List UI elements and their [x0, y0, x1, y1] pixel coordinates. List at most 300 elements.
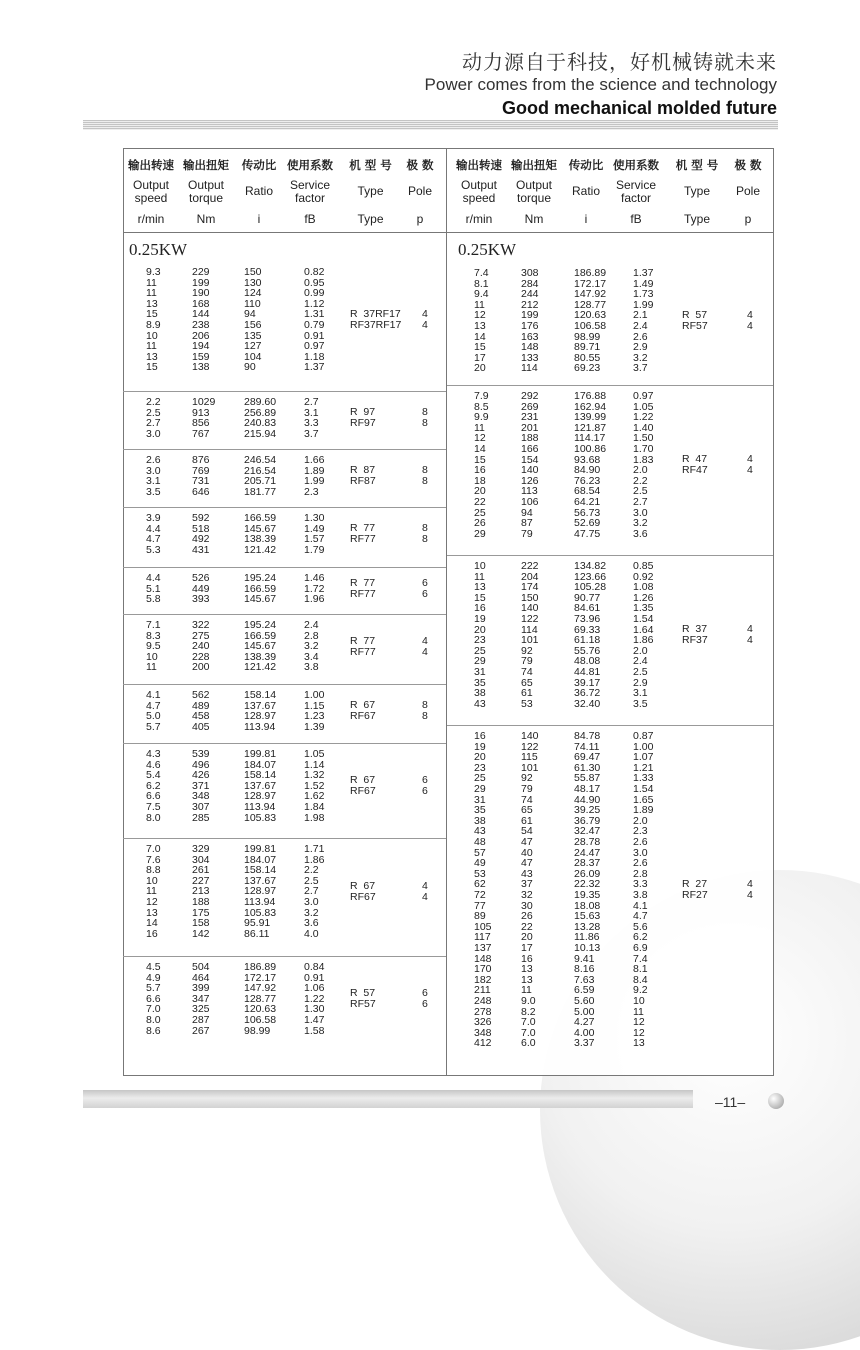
- cell-pole: 4: [422, 879, 428, 892]
- cell-ratio: 162.94: [574, 400, 607, 413]
- cell-speed: 15: [474, 341, 486, 354]
- cell-type: R 57: [682, 309, 708, 321]
- cell-torque: 190: [192, 287, 210, 300]
- cell-speed: 7.5: [146, 801, 161, 813]
- group-rule: [123, 838, 446, 839]
- group-rule: [447, 385, 773, 386]
- cell-ratio: 19.35: [574, 889, 601, 901]
- cell-torque: 32: [521, 889, 533, 901]
- cell-speed: 11: [146, 340, 157, 353]
- col-header-sf-cn: 使用系数: [613, 158, 659, 172]
- cell-speed: 26: [474, 517, 486, 530]
- cell-speed: 9.4: [474, 288, 489, 301]
- cell-type: R 57: [350, 987, 376, 1000]
- cell-speed: 10: [474, 560, 486, 572]
- col-header-type-en: Type: [683, 184, 710, 198]
- cell-torque: 222: [521, 560, 539, 572]
- cell-sf: 3.2: [304, 906, 319, 919]
- cell-sf: 0.84: [304, 961, 325, 973]
- cell-type: R 67: [350, 699, 376, 712]
- cell-ratio: 80.55: [574, 351, 601, 364]
- cell-type: RF57: [682, 320, 708, 332]
- cell-speed: 20: [474, 751, 486, 764]
- cell-torque: 61: [521, 687, 533, 700]
- cell-torque: 163: [521, 330, 539, 343]
- cell-sf: 1.52: [304, 779, 325, 792]
- cell-ratio: 181.77: [244, 485, 277, 498]
- cell-type: RF87: [350, 475, 376, 488]
- cell-ratio: 26.09: [574, 867, 601, 880]
- cell-ratio: 36.79: [574, 814, 601, 827]
- cell-speed: 20: [474, 362, 486, 375]
- cell-torque: 769: [192, 464, 210, 477]
- cell-speed: 11: [474, 298, 485, 311]
- cell-torque: 142: [192, 927, 210, 940]
- cell-speed: 8.5: [474, 400, 489, 413]
- cell-torque: 6.0: [521, 1037, 536, 1050]
- col-header-speed-unit: r/min: [465, 212, 493, 226]
- cell-speed: 23: [474, 761, 486, 774]
- cell-torque: 347: [192, 992, 210, 1005]
- cell-sf: 1.86: [633, 634, 654, 647]
- cell-pole: 4: [747, 309, 753, 321]
- cell-sf: 9.2: [633, 984, 648, 997]
- cell-speed: 4.7: [146, 533, 161, 546]
- cell-ratio: 90.77: [574, 591, 601, 604]
- cell-ratio: 120.63: [244, 1003, 277, 1016]
- cell-ratio: 110: [244, 297, 261, 310]
- cell-sf: 1.79: [304, 543, 325, 556]
- cell-sf: 1.37: [633, 267, 654, 279]
- cell-sf: 2.8: [304, 629, 319, 642]
- cell-ratio: 15.63: [574, 910, 601, 923]
- cell-ratio: 128.77: [574, 298, 607, 311]
- cell-torque: 9.0: [521, 995, 536, 1007]
- cell-speed: 31: [474, 666, 486, 678]
- section-title-right: 0.25KW: [458, 240, 517, 259]
- cell-type: RF27: [682, 889, 708, 901]
- cell-sf: 2.6: [633, 330, 648, 343]
- header-english-tagline: Good mechanical molded future: [501, 98, 777, 118]
- cell-type: R 77: [350, 576, 376, 589]
- cell-ratio: 5.60: [574, 995, 595, 1007]
- cell-ratio: 44.81: [574, 666, 601, 678]
- cell-pole: 4: [747, 453, 753, 466]
- cell-speed: 2.5: [146, 406, 161, 419]
- col-header-ratio-unit: i: [257, 212, 261, 226]
- cell-sf: 6.9: [633, 942, 648, 954]
- cell-ratio: 8.16: [574, 963, 595, 976]
- cell-torque: 133: [521, 351, 539, 364]
- cell-ratio: 195.24: [244, 572, 277, 584]
- cell-ratio: 205.71: [244, 475, 277, 488]
- cell-type: RF47: [682, 464, 708, 477]
- cell-pole: 4: [747, 889, 753, 901]
- cell-ratio: 36.72: [574, 687, 601, 700]
- cell-sf: 8.4: [633, 973, 648, 986]
- cell-sf: 2.7: [633, 496, 648, 508]
- cell-ratio: 139.99: [574, 411, 607, 424]
- cell-sf: 1.49: [633, 277, 654, 290]
- cell-ratio: 289.60: [244, 396, 277, 408]
- cell-sf: 2.4: [633, 320, 648, 332]
- cell-ratio: 86.11: [244, 927, 270, 940]
- cell-torque: 348: [192, 790, 210, 803]
- cell-sf: 3.7: [633, 362, 648, 375]
- cell-type: RF37RF17: [350, 319, 402, 331]
- cell-torque: 856: [192, 417, 210, 430]
- section-title-left: 0.25KW: [129, 240, 188, 259]
- cell-speed: 5.4: [146, 769, 161, 782]
- cell-sf: 1.23: [304, 710, 325, 723]
- cell-sf: 1.46: [304, 572, 325, 584]
- cell-sf: 1.58: [304, 1024, 325, 1037]
- cell-ratio: 145.67: [244, 640, 277, 653]
- cell-torque: 201: [521, 421, 539, 434]
- cell-sf: 12: [633, 1026, 645, 1039]
- cell-ratio: 48.17: [574, 783, 601, 795]
- cell-ratio: 147.92: [244, 982, 277, 995]
- cell-sf: 4.0: [304, 927, 319, 940]
- cell-torque: 138: [192, 361, 210, 374]
- cell-speed: 9.3: [146, 266, 161, 278]
- group-rule: [447, 725, 773, 726]
- cell-speed: 8.0: [146, 1014, 161, 1026]
- cell-ratio: 9.41: [574, 952, 595, 965]
- cell-speed: 15: [474, 453, 486, 466]
- cell-speed: 19: [474, 740, 486, 753]
- cell-speed: 7.6: [146, 853, 161, 866]
- cell-ratio: 32.40: [574, 697, 601, 710]
- col-header-speed-cn: 输出转速: [128, 158, 174, 172]
- cell-torque: 194: [192, 340, 210, 353]
- cell-torque: 325: [192, 1003, 210, 1016]
- cell-speed: 25: [474, 506, 486, 519]
- cell-torque: 92: [521, 644, 533, 657]
- cell-sf: 0.97: [633, 390, 654, 402]
- cell-sf: 3.0: [633, 506, 648, 519]
- cell-type: R 67: [350, 879, 376, 892]
- cell-sf: 2.3: [633, 825, 648, 838]
- cell-sf: 1.65: [633, 793, 654, 806]
- cell-type: RF67: [350, 785, 376, 798]
- cell-speed: 3.0: [146, 427, 161, 440]
- cell-speed: 278: [474, 1005, 492, 1018]
- cell-speed: 11: [146, 276, 157, 289]
- group-rule: [123, 743, 446, 744]
- cell-ratio: 199.81: [244, 843, 277, 855]
- cell-torque: 43: [521, 867, 533, 880]
- cell-ratio: 28.37: [574, 857, 601, 870]
- cell-speed: 15: [146, 361, 158, 374]
- cell-sf: 3.1: [304, 406, 319, 419]
- cell-torque: 47: [521, 857, 533, 870]
- cell-speed: 77: [474, 899, 486, 912]
- cell-pole: 4: [747, 623, 753, 636]
- cell-ratio: 138.39: [244, 650, 277, 663]
- cell-speed: 14: [146, 917, 158, 930]
- cell-torque: 140: [521, 464, 539, 477]
- cell-torque: 7.0: [521, 1016, 536, 1029]
- cell-torque: 275: [192, 629, 210, 642]
- cell-ratio: 7.63: [574, 973, 595, 986]
- cell-sf: 1.89: [304, 464, 325, 477]
- cell-sf: 2.5: [633, 666, 648, 678]
- cell-type: R 77: [350, 634, 376, 647]
- cell-torque: 114: [521, 623, 538, 636]
- cell-speed: 13: [146, 906, 158, 919]
- cell-sf: 0.95: [304, 276, 325, 289]
- col-header-sf-unit: fB: [304, 212, 316, 226]
- cell-ratio: 90: [244, 361, 256, 374]
- cell-torque: 592: [192, 512, 210, 524]
- cell-ratio: 130: [244, 276, 262, 289]
- cell-pole: 8: [422, 417, 428, 430]
- cell-speed: 14: [474, 443, 486, 455]
- cell-torque: 646: [192, 485, 210, 498]
- cell-torque: 231: [521, 411, 539, 424]
- cell-sf: 1.54: [633, 613, 654, 625]
- cell-torque: 269: [521, 400, 539, 413]
- cell-torque: 285: [192, 811, 210, 824]
- cell-sf: 7.4: [633, 952, 648, 965]
- cell-ratio: 61.30: [574, 761, 601, 774]
- cell-ratio: 89.71: [574, 341, 601, 354]
- cell-torque: 329: [192, 843, 210, 855]
- cell-ratio: 113.94: [244, 720, 276, 733]
- cell-ratio: 55.87: [574, 772, 601, 785]
- cell-sf: 2.7: [304, 396, 319, 408]
- cell-type: RF67: [350, 710, 376, 723]
- cell-speed: 326: [474, 1016, 492, 1029]
- cell-ratio: 166.59: [244, 512, 277, 524]
- cell-torque: 731: [192, 475, 210, 488]
- cell-ratio: 106.58: [574, 320, 607, 332]
- cell-sf: 1.57: [304, 533, 325, 546]
- cell-ratio: 105.28: [574, 581, 607, 594]
- cell-ratio: 128.77: [244, 992, 277, 1005]
- cell-torque: 767: [192, 427, 210, 440]
- cell-pole: 4: [422, 634, 428, 647]
- cell-speed: 89: [474, 910, 486, 923]
- table-center-divider: [446, 148, 447, 1075]
- col-header-speed-cn: 输出转速: [456, 158, 502, 172]
- cell-torque: 539: [192, 748, 210, 760]
- cell-type: RF37: [682, 634, 708, 647]
- cell-speed: 12: [474, 309, 486, 322]
- cell-pole: 8: [422, 406, 428, 419]
- cell-sf: 2.2: [304, 864, 319, 877]
- cell-sf: 3.2: [633, 517, 648, 530]
- cell-speed: 22: [474, 496, 486, 508]
- cell-ratio: 172.17: [244, 971, 277, 984]
- cell-speed: 48: [474, 836, 486, 848]
- cell-ratio: 44.90: [574, 793, 601, 806]
- cell-ratio: 156: [244, 319, 262, 331]
- cell-torque: 79: [521, 655, 533, 668]
- cell-torque: 150: [521, 591, 539, 604]
- cell-ratio: 166.59: [244, 582, 277, 595]
- cell-sf: 3.3: [633, 878, 648, 891]
- cell-speed: 4.4: [146, 572, 161, 584]
- col-header-pole-en: Pole: [735, 184, 761, 198]
- cell-torque: 229: [192, 266, 210, 278]
- cell-sf: 1.05: [633, 400, 654, 413]
- group-rule: [123, 507, 446, 508]
- cell-speed: 20: [474, 623, 486, 636]
- cell-sf: 1.39: [304, 720, 325, 733]
- cell-torque: 101: [521, 634, 539, 647]
- cell-type: RF77: [350, 587, 376, 600]
- cell-sf: 2.5: [304, 874, 319, 887]
- cell-torque: 174: [521, 581, 539, 594]
- cell-speed: 7.4: [474, 267, 489, 279]
- cell-ratio: 18.08: [574, 899, 601, 912]
- cell-torque: 292: [521, 390, 539, 402]
- cell-torque: 30: [521, 899, 533, 912]
- cell-type: RF57: [350, 998, 376, 1011]
- cell-speed: 29: [474, 655, 486, 668]
- cell-ratio: 10.13: [574, 942, 601, 954]
- cell-ratio: 24.47: [574, 846, 601, 859]
- cell-type: R 77: [350, 522, 376, 535]
- cell-speed: 4.7: [146, 699, 161, 712]
- cell-speed: 15: [146, 308, 158, 321]
- cell-sf: 2.8: [633, 867, 648, 880]
- col-header-sf-unit: fB: [630, 212, 642, 226]
- cell-sf: 1.05: [304, 748, 325, 760]
- cell-speed: 16: [146, 927, 158, 940]
- cell-speed: 14: [474, 330, 486, 343]
- cell-sf: 11: [633, 1005, 644, 1018]
- cell-speed: 4.4: [146, 522, 161, 535]
- cell-ratio: 4.00: [574, 1026, 595, 1039]
- cell-sf: 1.07: [633, 751, 654, 764]
- cell-torque: 7.0: [521, 1026, 536, 1039]
- cell-sf: 1.62: [304, 790, 325, 803]
- cell-ratio: 6.59: [574, 984, 595, 997]
- cell-sf: 1.49: [304, 522, 325, 535]
- cell-ratio: 76.23: [574, 474, 601, 487]
- cell-speed: 117: [474, 931, 491, 944]
- cell-speed: 25: [474, 644, 486, 657]
- cell-ratio: 216.54: [244, 464, 277, 477]
- cell-torque: 1029: [192, 396, 216, 408]
- cell-speed: 7.0: [146, 1003, 161, 1016]
- cell-sf: 1.71: [304, 843, 325, 855]
- col-header-speed-unit: r/min: [137, 212, 165, 226]
- cell-ratio: 5.00: [574, 1005, 595, 1018]
- cell-sf: 2.0: [633, 814, 648, 827]
- cell-sf: 1.21: [633, 761, 654, 774]
- cell-speed: 53: [474, 867, 486, 880]
- cell-torque: 159: [192, 350, 210, 363]
- cell-speed: 4.6: [146, 758, 161, 771]
- cell-sf: 3.0: [633, 846, 648, 859]
- cell-speed: 49: [474, 857, 486, 870]
- cell-ratio: 84.61: [574, 602, 601, 615]
- page-header: [425, 50, 777, 120]
- cell-pole: 6: [422, 774, 428, 787]
- cell-ratio: 52.69: [574, 517, 601, 530]
- cell-torque: 371: [192, 779, 210, 792]
- cell-sf: 4.1: [633, 899, 648, 912]
- cell-speed: 211: [474, 984, 491, 997]
- cell-speed: 10: [146, 329, 158, 342]
- cell-sf: 5.6: [633, 920, 648, 933]
- cell-torque: 79: [521, 527, 533, 540]
- cell-torque: 115: [521, 751, 538, 764]
- cell-sf: 1.37: [304, 361, 325, 374]
- cell-ratio: 121.87: [574, 421, 607, 434]
- cell-torque: 876: [192, 454, 210, 466]
- col-header-type-en: Type: [357, 184, 384, 198]
- cell-ratio: 69.33: [574, 623, 601, 636]
- cell-ratio: 134.82: [574, 560, 607, 572]
- cell-speed: 29: [474, 527, 486, 540]
- cell-torque: 308: [521, 267, 539, 279]
- cell-pole: 8: [422, 464, 428, 477]
- cell-sf: 2.3: [304, 485, 319, 498]
- cell-sf: 10: [633, 995, 645, 1007]
- cell-torque: 37: [521, 878, 533, 891]
- col-header-torque-cn: 输出扭矩: [511, 158, 557, 172]
- cell-torque: 496: [192, 758, 210, 771]
- cell-sf: 1.12: [304, 297, 325, 310]
- cell-ratio: 56.73: [574, 506, 601, 519]
- col-header-torque-en: Output torque: [515, 178, 553, 205]
- cell-ratio: 95.91: [244, 917, 271, 930]
- cell-torque: 79: [521, 783, 533, 795]
- cell-sf: 0.79: [304, 319, 325, 331]
- cell-ratio: 184.07: [244, 853, 277, 866]
- cell-torque: 101: [521, 761, 539, 774]
- cell-ratio: 184.07: [244, 758, 277, 771]
- cell-torque: 113: [521, 485, 538, 498]
- cell-torque: 204: [521, 570, 539, 583]
- cell-pole: 4: [747, 634, 753, 647]
- cell-torque: 140: [521, 730, 539, 742]
- cell-pole: 8: [422, 475, 428, 488]
- cell-sf: 0.85: [633, 560, 654, 572]
- cell-sf: 1.15: [304, 699, 325, 712]
- spec-table: [123, 148, 774, 1076]
- cell-pole: 4: [747, 878, 753, 890]
- cell-sf: 1.86: [304, 853, 325, 866]
- cell-ratio: 69.47: [574, 751, 601, 764]
- cell-pole: 4: [422, 308, 428, 320]
- cell-ratio: 105.83: [244, 906, 277, 919]
- cell-sf: 6.2: [633, 931, 648, 944]
- cell-sf: 4.7: [633, 910, 648, 923]
- cell-torque: 13: [521, 973, 533, 986]
- cell-sf: 3.8: [633, 889, 648, 901]
- cell-ratio: 124: [244, 287, 262, 300]
- cell-sf: 2.4: [304, 619, 319, 631]
- cell-torque: 213: [192, 885, 210, 898]
- cell-torque: 322: [192, 619, 210, 631]
- cell-sf: 8.1: [633, 963, 648, 976]
- cell-ratio: 138.39: [244, 533, 277, 546]
- cell-torque: 40: [521, 846, 533, 859]
- cell-pole: 4: [422, 645, 428, 658]
- cell-sf: 3.6: [304, 917, 319, 930]
- cell-torque: 393: [192, 593, 210, 606]
- cell-sf: 1.31: [304, 308, 325, 321]
- cell-torque: 94: [521, 506, 533, 519]
- cell-speed: 12: [146, 896, 158, 908]
- cell-sf: 1.47: [304, 1014, 325, 1026]
